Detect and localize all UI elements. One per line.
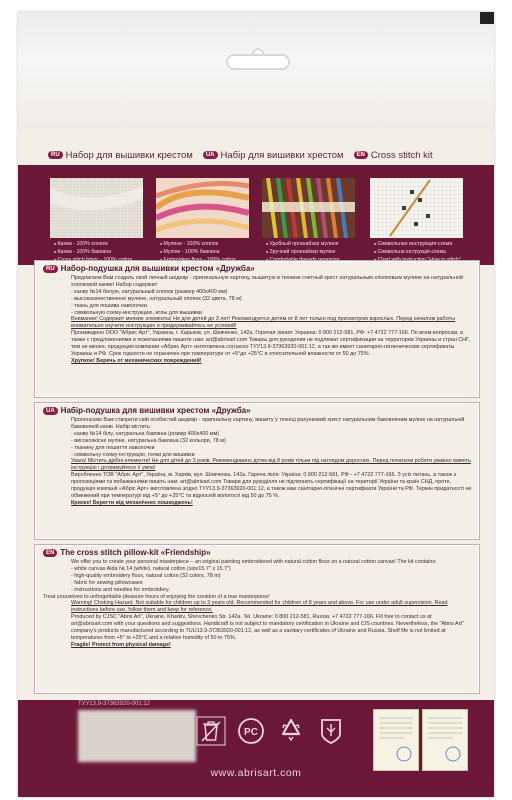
recycle-icon <box>276 716 306 746</box>
kit-title-row <box>48 146 488 164</box>
caption-canvas: ■ Канва - 100% хлопок ■ Канва - 100% бавовна ■ <box>54 240 154 264</box>
en-text: We offer you to create your personal masterpiece – an original painting embroidered with natural cotton floss on a natural cotton canvas! The kit contains: - white canvas Aida № 14 (white), natural cotton (size15.7" x 15.7") - high-quality embroidery floss, natural cotton (32 colors, 78 m) - fabric for sewing pillowcases - instructions and needles for embroidery. Treat yourselves to unforgettable pleasure hours of enjoying the creation of a true masterpiece! Warning! Choking Hazard. Not suitable for children up to 3 years old. Recommended for children of 8 years and above. For use under adult supervision. Read instructions before use, follow them and keep for reference. Produced by CJSC "Abris Art", Ukraine, Kharkiv, Shevchenko Str. 142a. Tel. Ukraine: 0 800 212-581, Russia: +7 4722 777-166. Fill free to contact us at art@abrisart.com with your questions and suggestions. Handicraft is not subject to mandatory certification in Ukraine and CIS countries. Nevertheless, the "Abris Art" company's products manufactured according to TUU13.9-37363920-001:12, as well as a sanitary certificates of Ukraine and Russia. Shelf life is not limited at temperatures from +5° to +25°C and a relative humidity of 50 to 75%. Fragile! Protect from physical damage! <box>43 559 464 648</box>
caption-organizer: ■ Удобный органайзер мулине ■ Зручний органайзер мулiне ■ <box>266 240 366 264</box>
ru-text: Предлагаем Вам создать свой личный шедевр - оригинальную картину, вышитую в технике счетный крест натуральным хлопковым мулине на натуральной хлопковой канве! Набор содержит: - канву №14 белую, натуральный хлопок (размер 400х400 мм) - высококачественное мулине, натуральный хлопок (32 цвета, 78 м) - ткань для пошива наволочки - символьную схему-инструкцию, иглы для вышивки. Внимание! Содержит мелкие элементы! Не для детей до 3 лет! Рекомендуется детям от 8 лет только под присмотром взрослых. Перед началом работы внимательно изучите инструкцию и придерживайтесь ее условий! Произведено ООО "Абрис Арт", Украина, г. Харьков, ул. Шевченко, 142а. Горячая линия: Украина: 0 800 212-581, РФ: +7 4722 777-166. По всем вопросам, а также с предложениями и пожеланиями пишите нам: art@abrisart.com Товары для рукоделия не подлежат сертификации на территории Украины и стран СНГ, тем не менее, продукция компании «Абрис Арт» изготовлена согласно ТУУ13.9-37363920-001:12, а так же имеет санитарно-гигиенические сертификаты Украины и РФ. Срок годности не ограничен при температуре от +5°до +25°С и относительной влажности от 50 до 75%. Хрупкое! Беречь от механических повреждений! <box>71 275 470 364</box>
product-package <box>18 12 494 797</box>
organizer-photo <box>262 178 355 238</box>
hanger-hole <box>226 54 290 70</box>
caption-chart: ■ Символьная инструкция-схема ■ Символьна iнструкцiя-схема ■ <box>374 240 484 264</box>
pc-cert-icon <box>236 716 266 746</box>
en-heading: EN The cross stitch pillow-kit «Friendship» <box>43 548 211 557</box>
ua-cert-icon <box>316 716 346 746</box>
barcode-blurred <box>78 710 196 762</box>
ua-block <box>34 402 480 540</box>
title-ua: UA Набір для вишивки хрестом <box>203 150 344 161</box>
top-transparent-strip <box>18 12 494 130</box>
title-en: EN Cross stitch kit <box>354 150 433 161</box>
ua-text: Пропонуємо Вам створити свій особистий шедевр - оригінальну картину, вишиту у техніці рахунковий хрест натуральним бавовняним муліне на натуральній бавовняній канві. Набір містить: - канву №14 білу, натуральна бавовна (розмір 400х400 мм) - високоякісне муліне, натуральна бавовна (32 кольори, 78 м) - тканину для пошиття наволочки - символьну схему-інструкцію, голки для вишивки Увага! Містить дрібні елементи! Не для дітей до 3 років. Рекомендовано дітям від 8 років тільки під наглядом дорослих. Перед початком роботи уважно вивчіть інструкцію і дотримуйтеся її умов! Виробленно ТОВ "Абріс Арт", Україна, м. Харків, вул. Шевченка, 142а. Гаряча лінія: Україна: 0 800 212-581, РФ - +7 4722 777-166. З усіх питань, а також з пропозиціями та побажаннями пишіть нам: art@abrisart.com Товари для рукоділля не підлягають сертифікації на території України та країн СНД, проте, продукція компанії «Абріс Арт» виготовлена згідно ТУУ13.9-37363920-001:12, а також має санітарно-гігієнічні сертифікати України та РФ. Термін придатності не обмежений при температурі від +5° до +25°С та відносній вологості від 50 до 75 %. Крихке! Берегти від механічних пошкоджень! <box>71 417 472 506</box>
website-url[interactable]: www.abrisart.com <box>210 767 302 779</box>
en-block <box>34 544 480 694</box>
certificate-doc-1 <box>373 709 419 771</box>
title-ru: RU Набор для вышивки крестом <box>48 150 193 161</box>
ua-heading: UA Набір-подушка для вишивки хрестом «Дружба» <box>43 406 251 415</box>
canvas-photo <box>50 178 143 238</box>
ru-heading: RU Набор-подушка для вышивки крестом «Дружба» <box>43 264 255 273</box>
ru-block <box>34 260 480 398</box>
trash-bin-icon <box>196 716 226 746</box>
floss-photo <box>156 178 249 238</box>
corner-clip <box>480 12 494 24</box>
svg-text:PC: PC <box>244 727 258 738</box>
certificate-doc-2 <box>422 709 468 771</box>
chart-photo <box>370 178 463 238</box>
standard-code: ТУУ13.9-37363920-001:12 <box>78 701 151 707</box>
caption-floss: ■ Мулине - 100% хлопок ■ Мулiне - 100% бавовна ■ <box>160 240 260 264</box>
